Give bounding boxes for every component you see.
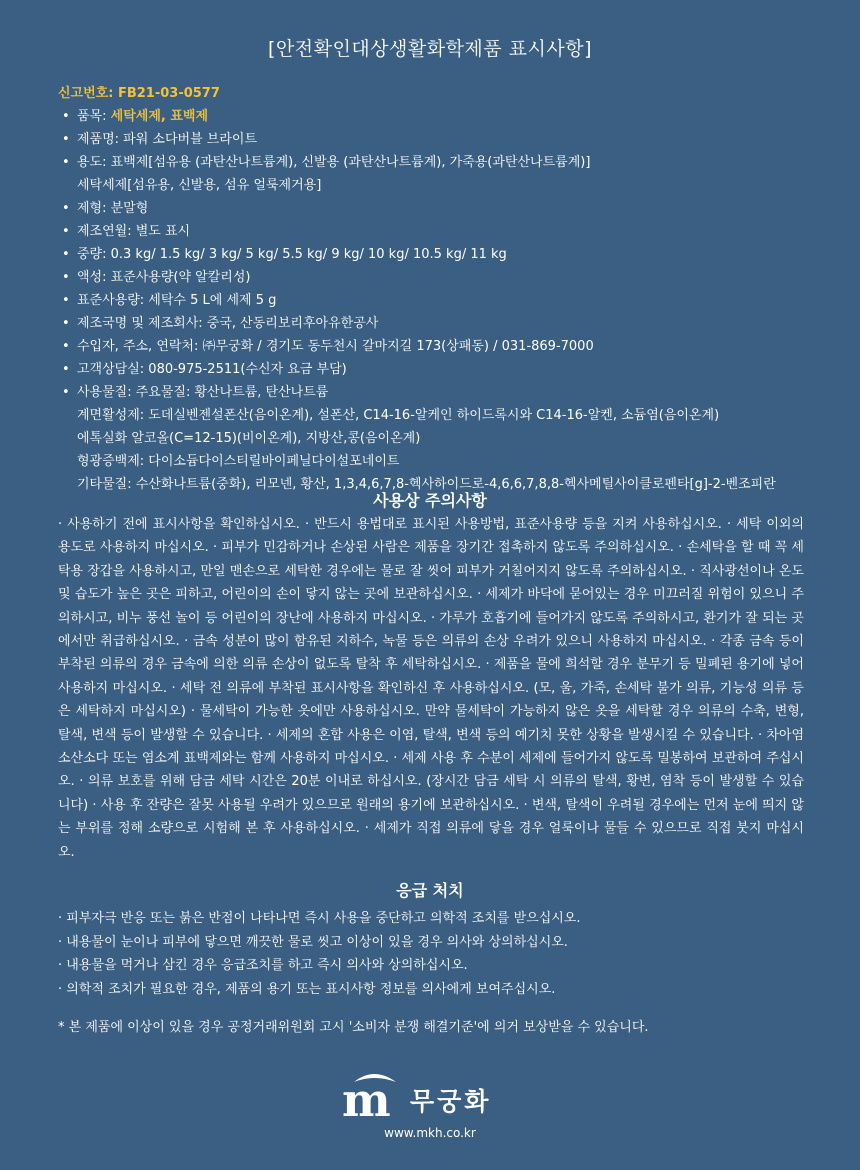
bullet: • [62,339,70,354]
brand-name: 무궁화 [410,1087,492,1116]
report-number: 신고번호: FB21-03-0577 [58,86,220,101]
bullet: • [62,385,70,400]
firstaid-item: · 내용물을 먹거나 삼킨 경우 응급조치를 하고 즉시 의사와 상의하십시오. [58,958,468,973]
bullet: • [62,293,70,308]
surfactant-line-1: 계면활성제: 도데실벤젠설폰산(음이온계), 설폰산, C14-16-알케인 하이드록시와 C14-16-알켄, 소듐염(음이온계) [77,408,720,423]
customer-service: 고객상담실: 080-975-2511(수신자 요금 부담) [77,362,347,377]
info-item-use [58,151,828,174]
info-item-manufactured [58,220,828,243]
info-item-property [58,266,828,289]
firstaid-list [58,907,828,1001]
bullet: • [62,362,70,377]
mugunghwa-logo-icon [340,1068,406,1120]
other-materials: 기타물질: 수산화나트륨(중화), 리모넨, 황산, 1,3,4,6,7,8-헥사하이드로-4,6,6,7,8,8-헥사메틸사이클로펜타[g]-2-벤조피란 [77,477,776,492]
surfactant-line-2: 에톡실화 알코올(C=12-15)(비이온계), 지방산,콩(음이온계) [77,431,421,446]
info-item-materials [58,381,828,404]
bullet: • [62,201,70,216]
bullet: • [62,132,70,147]
firstaid-item: · 내용물이 눈이나 피부에 닿으면 깨끗한 물로 씻고 이상이 있을 경우 의사와 상의하십시오. [58,934,568,950]
brand-url[interactable]: www.mkh.co.kr [384,1126,476,1140]
firstaid-item: · 피부자극 반응 또는 붉은 반점이 나타나면 즉시 사용을 중단하고 의학적 조치를 받으십시오. [58,911,581,926]
info-item-customer [58,358,828,381]
info-item-category [58,105,828,128]
info-item-weight [58,243,828,266]
form: 제형: 분말형 [77,201,149,216]
info-item-standard-usage [58,289,828,312]
bullet: • [62,155,70,170]
bullet: • [62,109,70,124]
info-item-origin [58,312,828,335]
category-label: 품목: [77,109,111,124]
materials: 사용물질: 주요물질: 황산나트륨, 탄산나트륨 [77,385,329,400]
bullet: • [62,270,70,285]
brand-logo [0,1068,860,1148]
weight: 중량: 0.3 kg/ 1.5 kg/ 3 kg/ 5 kg/ 5.5 kg/ 9 kg/ 10 kg/ 10.5 kg/ 11 kg [77,247,507,262]
importer: 수입자, 주소, 연락처: ㈜무궁화 / 경기도 동두천시 갈마지길 173(상패동) / 031-869-7000 [77,339,594,354]
category-value: 세탁세제, 표백제 [110,109,209,124]
bullet: • [62,316,70,331]
info-item-product-name [58,128,828,151]
product-name: 제품명: 파워 소다버블 브라이트 [77,132,258,147]
manufactured: 제조연월: 별도 표시 [77,224,191,239]
svg-text:m: m [342,1073,391,1120]
bullet: • [62,224,70,239]
origin: 제조국명 및 제조회사: 중국, 산동리보리후아유한공사 [77,316,379,331]
brightener: 형광증백제: 다이소듐다이스티릴바이페닐다이설포네이트 [77,454,400,469]
bullet: • [62,247,70,262]
info-item-importer [58,335,828,358]
footnote: * 본 제품에 이상이 있을 경우 공정거래위원회 고시 '소비자 분쟁 해결기준'에 의거 보상받을 수 있습니다. [58,1020,649,1035]
product-info [58,82,828,496]
caution-text: · 사용하기 전에 표시사항을 확인하십시오. · 반드시 용법대로 표시된 사용방법, 표준사용량 등을 지켜 사용하십시오. · 세탁 이외의 용도로 사용하지 마십시오. · 피부가 민감하거나 손상된 사람은 제품을 장기간 접촉하지 않도록 주의하십시오. · 손세탁을 할 때 꼭 세탁용 장갑을 사용하시고, 만일 맨손으로 세탁한 경우에는 물로 잘 씻어 피부가 거칠어지지 않도록 주의하십시오. · 직사광선이나 온도 및 습도가 높은 곳은 피하고, 어린이의 손이 닿지 않는 곳에 보관하십시오. · 세제가 바닥에 묻어있는 경우 미끄러질 위험이 있으니 주의하시고, 비누 풍선 놀이 등 어린이의 장난에 사용하지 마십시오. · 가루가 호흡기에 들어가지 않도록 주의하시고, 환기가 잘 되는 곳에서만 취급하십시오. · 금속 성분이 많이 함유된 지하수, 녹물 등은 의류의 손상 우려가 있으니 사용하지 마십시오. · 각종 금속 등이 부착된 의류의 경우 금속에 의한 의류 손상이 없도록 탈착 후 세탁하십시오. · 제품을 물에 희석할 경우 분무기 등 밀폐된 용기에 넣어 사용하지 마십시오. · 세탁 전 의류에 부착된 표시사항을 확인하신 후 사용하십시오. (모, 울, 가죽, 손세탁 불가 의류, 기능성 의류 등은 세탁하지 마십시오) · 물세탁이 가능한 옷에만 사용하십시오. 만약 물세탁이 가능하지 않은 옷을 세탁할 경우 의류의 수축, 변형, 탈색, 변색 등이 발생할 수 있습니다. · 세제의 혼합 사용은 이염, 탈색, 변색 등의 예기치 못한 상황을 발생시킬 수 있습니다. · 차아염소산소다 또는 염소계 표백제와는 함께 사용하지 마십시오. · 세제 사용 후 수분이 세제에 들어가지 않도록 밀봉하여 보관하여 주십시오. · 의류 보호를 위해 담금 세탁 시간은 20분 이내로 하십시오. (장시간 담금 세탁 시 의류의 탈색, 황변, 염착 등이 발생할 수 있습니다) · 사용 후 잔량은 잘못 사용될 우려가 있으므로 원래의 용기에 보관하십시오. · 변색, 탈색이 우려될 경우에는 먼저 눈에 띄지 않는 부위를 정해 소량으로 시험해 본 후 사용하십시오. · 세제가 직접 의류에 닿을 경우 얼룩이나 물들 수 있으므로 직접 붓지 마십시오. [58,517,804,860]
firstaid-title: 응급 처치 [396,881,464,900]
caution-title: 사용상 주의사항 [373,491,487,510]
page-title: [안전확인대상생활화학제품 표시사항] [267,38,593,60]
property: 액성: 표준사용량(약 알칼리성) [77,270,251,285]
firstaid-item: · 의학적 조치가 필요한 경우, 제품의 용기 또는 표시사항 정보를 의사에게 보여주십시오. [58,981,556,997]
info-item-form [58,197,828,220]
use-line-2: 세탁세제[섬유용, 신발용, 섬유 얼룩제거용] [77,178,322,193]
use-line-1: 용도: 표백제[섬유용 (과탄산나트륨계), 신발용 (과탄산나트륨계), 가죽용(과탄산나트륨계)] [77,155,591,170]
standard-usage: 표준사용량: 세탁수 5 L에 세제 5 g [77,293,277,308]
